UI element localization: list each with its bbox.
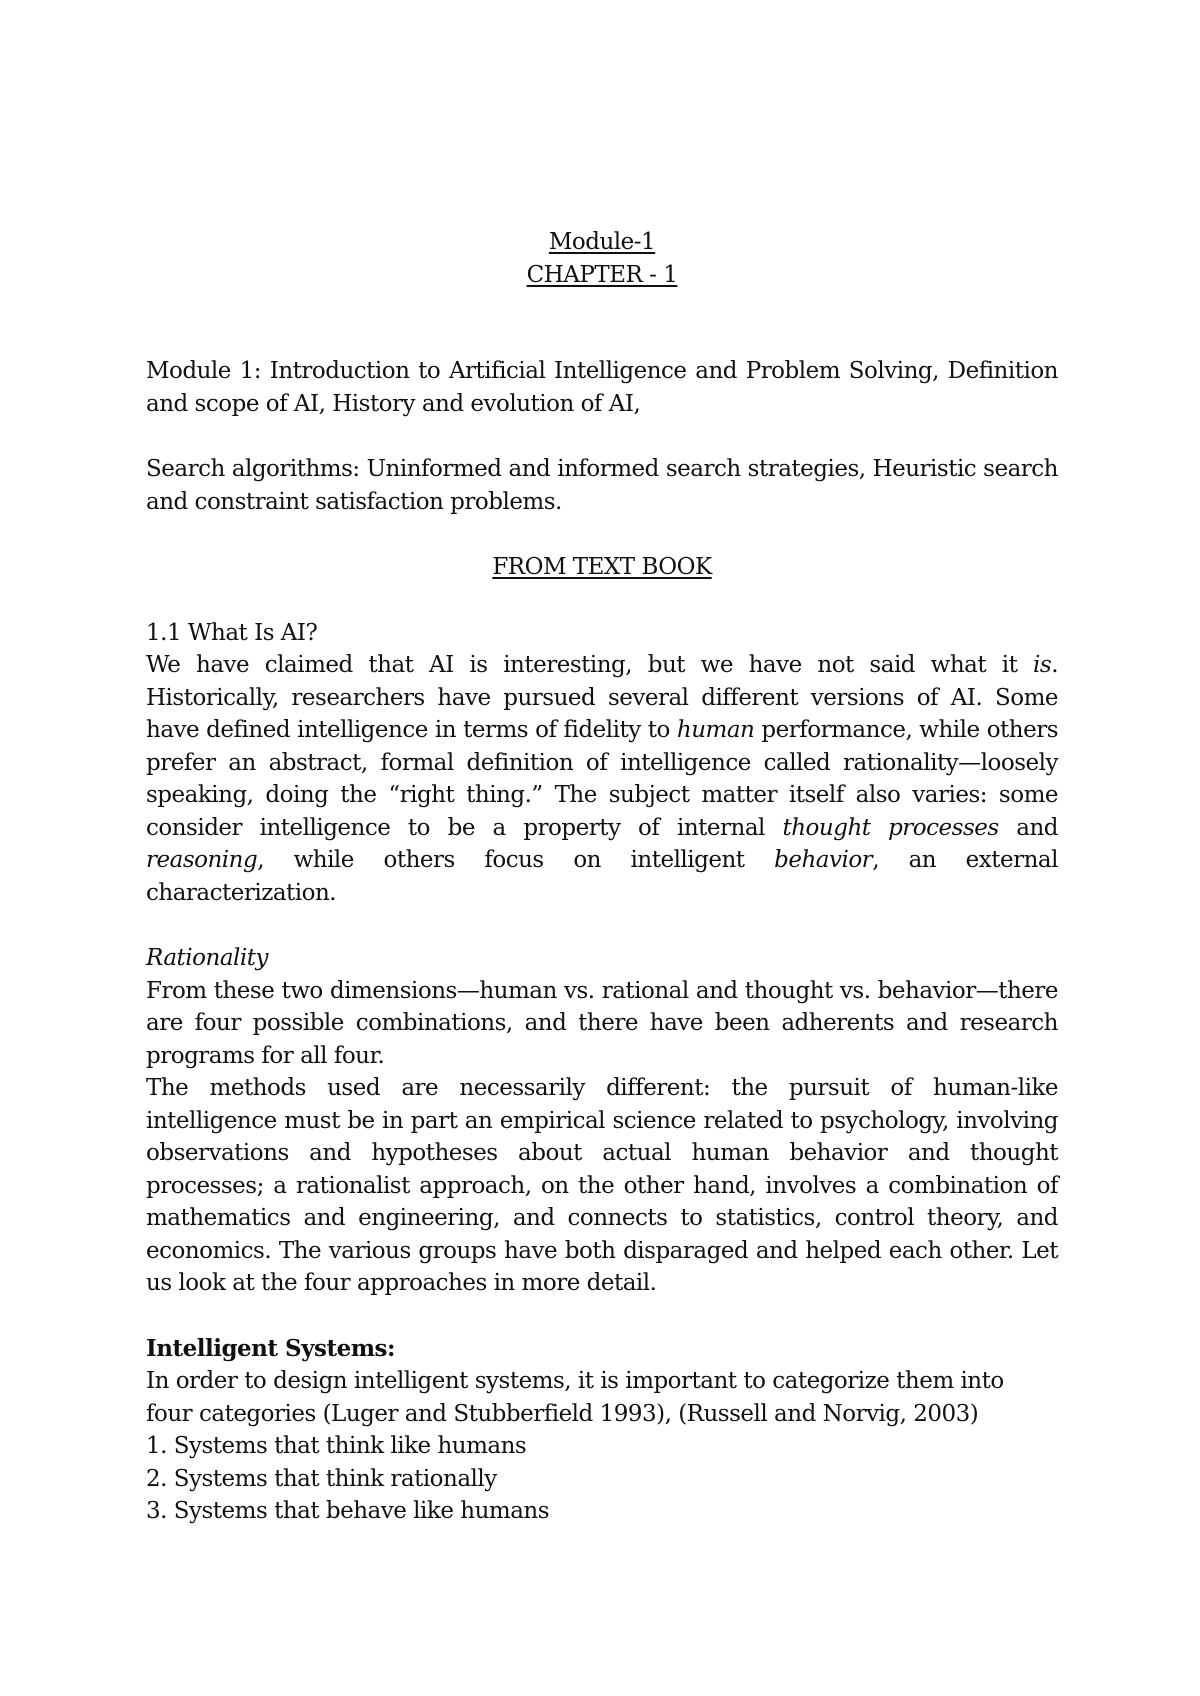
section-heading: FROM TEXT BOOK bbox=[492, 554, 712, 580]
rationality-label: Rationality bbox=[146, 945, 268, 971]
list-item: 2. Systems that think rationally bbox=[146, 1465, 497, 1492]
text-run: , while others focus on intelligent bbox=[257, 847, 775, 873]
list-item: 3. Systems that behave like humans bbox=[146, 1498, 550, 1524]
rationality-paragraph-2: The methods used are necessarily different: the pursuit of human-like intelligence must be in part an empirical science related to psychology, involving observations and hypotheses about actual human behavior and thought processes; a rationalist approach, on the other hand, involves a combination of mathematics and engineering, and connects to statistics, control theory, and economics. The various groups have both disparaged and helped each other. Let us look at the four approaches in more detail. bbox=[146, 1075, 1058, 1296]
spacer bbox=[146, 909, 1058, 942]
emphasis-thought-processes: thought processes bbox=[782, 814, 999, 841]
spacer bbox=[146, 584, 1058, 617]
emphasis-reasoning: reasoning bbox=[146, 847, 258, 873]
chapter-title: CHAPTER - 1 bbox=[526, 261, 678, 288]
text-run: , an external characterization. bbox=[146, 847, 1058, 906]
spacer bbox=[146, 1300, 1058, 1333]
what-is-ai-heading: 1.1 What Is AI? bbox=[146, 619, 318, 646]
text-run: We have claimed that AI is interesting, but we have not said what it bbox=[146, 652, 1034, 678]
intelligent-systems-heading: Intelligent Systems: bbox=[146, 1334, 395, 1362]
intelligent-systems-intro-line-2: four categories (Luger and Stubberfield 1993), (Russell and Norvig, 2003) bbox=[146, 1400, 979, 1427]
spacer bbox=[146, 420, 1058, 453]
spacer bbox=[146, 518, 1058, 551]
module-title: Module-1 bbox=[548, 229, 656, 255]
text-run: . Historically, researchers have pursued several different versions of AI. Some have defined intelligence in terms of fidelity to bbox=[146, 652, 1058, 743]
syllabus-paragraph-1: Module 1: Introduction to Artificial Intelligence and Problem Solving, Definition and scope of AI, History and evolution of AI, bbox=[146, 358, 1058, 417]
spacer bbox=[146, 291, 1058, 355]
intelligent-systems-intro-line-1: In order to design intelligent systems, it is important to categorize them into bbox=[146, 1368, 1004, 1394]
emphasis-is: is bbox=[1033, 652, 1052, 678]
syllabus-paragraph-2: Search algorithms: Uninformed and informed search strategies, Heuristic search and constraint satisfaction problems. bbox=[146, 456, 1058, 515]
emphasis-human: human bbox=[676, 717, 755, 743]
rationality-paragraph-1: From these two dimensions—human vs. rational and thought vs. behavior—there are four possible combinations, and there have been adherents and research programs for all four. bbox=[146, 977, 1058, 1069]
what-is-ai-paragraph bbox=[146, 649, 1058, 909]
document-body bbox=[146, 226, 1058, 1528]
text-run: and bbox=[998, 814, 1059, 841]
text-run: performance, while others prefer an abstract, formal definition of intelligence called rationality—loosely speaking, doing the “right thing.” The subject matter itself also varies: some consider intelligence to be a property of internal bbox=[146, 717, 1059, 841]
emphasis-behavior: behavior bbox=[774, 847, 873, 873]
list-item: 1. Systems that think like humans bbox=[146, 1433, 527, 1459]
